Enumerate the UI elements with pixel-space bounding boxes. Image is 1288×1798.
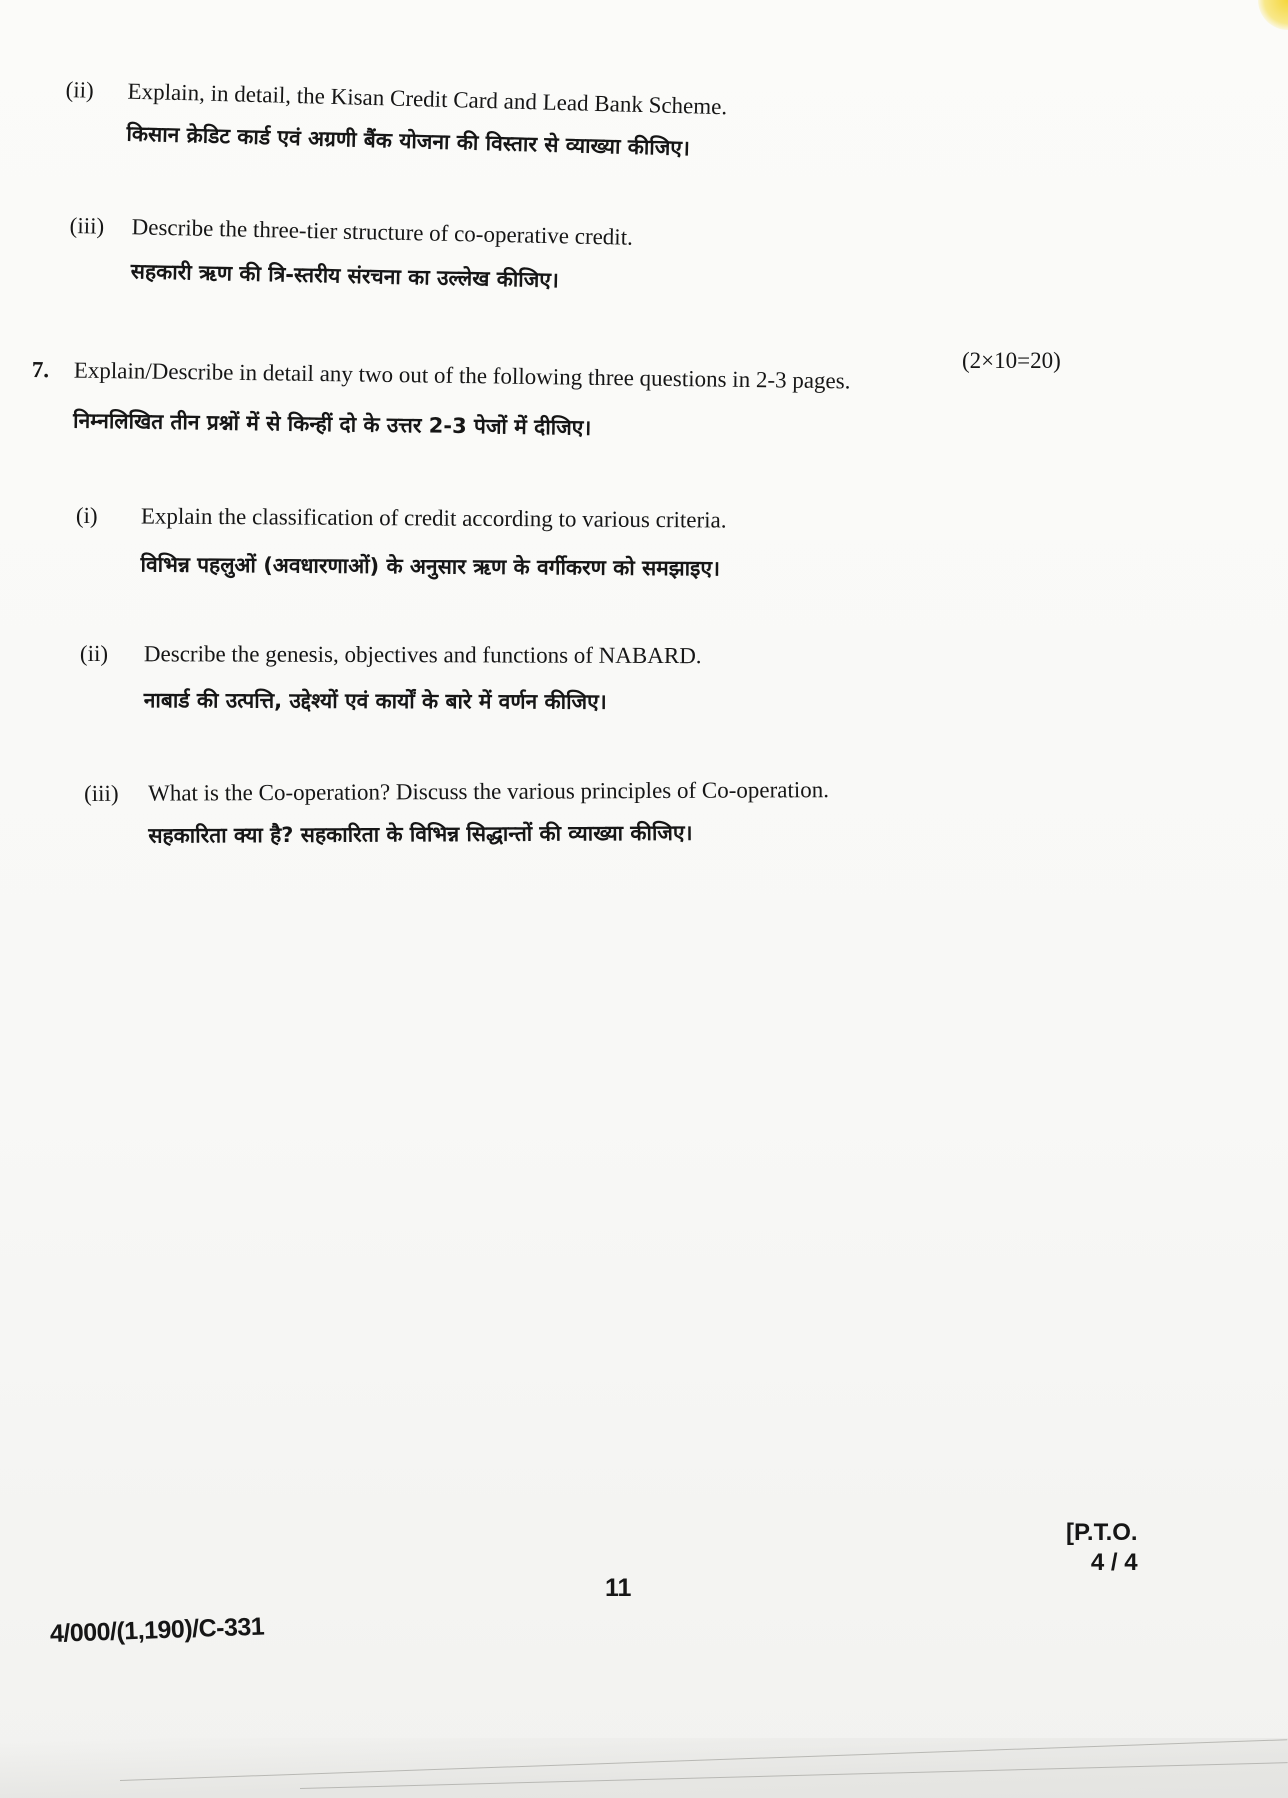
question-text-hindi: किसान क्रेडिट कार्ड एवं अग्रणी बैंक योजना की विस्तार से व्याख्या कीजिए। [126, 121, 691, 161]
question-number: (ii) [79, 641, 109, 667]
question-text-english: Explain, in detail, the Kisan Credit Card and Lead Bank Scheme. [127, 78, 728, 120]
page-count: 4 / 4 [1090, 1549, 1138, 1576]
question-text-english: Describe the genesis, objectives and functions of NABARD. [143, 641, 702, 669]
question-text-hindi: सहकारी ऋण की त्रि-स्तरीय संरचना का उल्लेख कीजिए। [130, 259, 560, 293]
question-number: (ii) [65, 76, 95, 103]
question-text-hindi: सहकारिता क्या है? सहकारिता के विभिन्न सिद्धान्तों की व्याख्या कीजिए। [148, 820, 693, 848]
page-number: 11 [605, 1574, 632, 1602]
question-number: 7. [31, 356, 50, 383]
question-number: (iii) [84, 780, 119, 806]
question-number: (i) [75, 502, 98, 529]
corner-stain [1258, 0, 1288, 30]
pto-label: [P.T.O. [1066, 1519, 1138, 1546]
question-text-hindi: निम्नलिखित तीन प्रश्नों में से किन्हीं दो के उत्तर 2-3 पेजों में दीजिए। [72, 408, 592, 440]
question-text-english: Describe the three-tier structure of co-operative credit. [131, 214, 634, 250]
marks-allocation: (2×10=20) [962, 348, 1061, 373]
footer-right [1066, 1518, 1138, 1578]
question-text-english: What is the Co-operation? Discuss the various principles of Co-operation. [148, 777, 830, 806]
question-text-english: Explain the classification of credit according to various criteria. [140, 503, 727, 533]
question-text-hindi: नाबार्ड की उत्पत्ति, उद्देश्यों एवं कार्यों के बारे में वर्णन कीजिए। [143, 688, 607, 714]
question-text-hindi: विभिन्न पहलुओं (अवधारणाओं) के अनुसार ऋण के वर्गीकरण को समझाइए। [140, 552, 721, 581]
question-number: (iii) [69, 212, 105, 239]
question-text-english: Explain/Describe in detail any two out of the following three questions in 2-3 pages. [73, 357, 851, 394]
paper-code: 4/000/(1,190)/C-331 [49, 1612, 265, 1648]
